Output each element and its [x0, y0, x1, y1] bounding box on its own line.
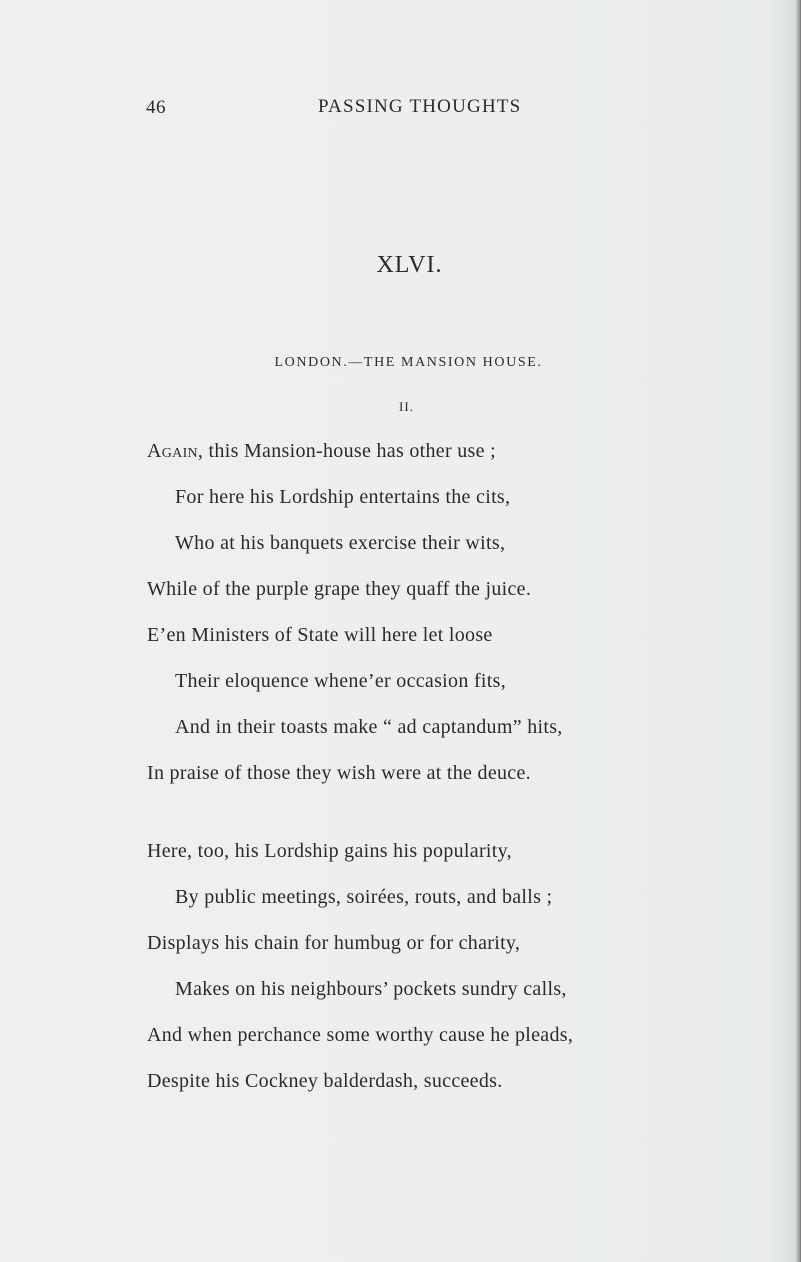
poem-line: For here his Lordship entertains the cits,	[175, 486, 511, 508]
poem-line: In praise of those they wish were at the deuce.	[147, 762, 531, 784]
poem-title: LONDON.—THE MANSION HOUSE.	[274, 355, 543, 370]
poem-line: And in their toasts make “ ad captandum” hits,	[175, 716, 563, 738]
poem-number: XLVI.	[376, 252, 443, 278]
poem-line: E’en Ministers of State will here let loose	[147, 624, 493, 646]
page-number: 46	[146, 97, 166, 118]
part-number: II.	[399, 399, 414, 414]
running-title: PASSING THOUGHTS	[318, 96, 522, 117]
poem-line	[147, 440, 496, 463]
poem-line: Makes on his neighbours’ pockets sundry calls,	[175, 978, 567, 1000]
poem-line: Displays his chain for humbug or for charity,	[147, 932, 521, 954]
opening-line-text: this Mansion-house has other use ;	[203, 440, 496, 462]
opening-word: Again,	[147, 440, 204, 462]
poem-line: Here, too, his Lordship gains his popularity,	[147, 840, 512, 862]
poem-line: Who at his banquets exercise their wits,	[175, 532, 506, 554]
poem-line: Their eloquence whene’er occasion fits,	[175, 670, 506, 692]
poem-line: Despite his Cockney balderdash, succeeds.	[147, 1070, 503, 1092]
poem-line: By public meetings, soirées, routs, and balls ;	[175, 886, 553, 908]
poem-line: And when perchance some worthy cause he pleads,	[147, 1024, 574, 1046]
poem-line: While of the purple grape they quaff the juice.	[147, 578, 532, 600]
page-edge-shadow	[795, 0, 801, 1262]
